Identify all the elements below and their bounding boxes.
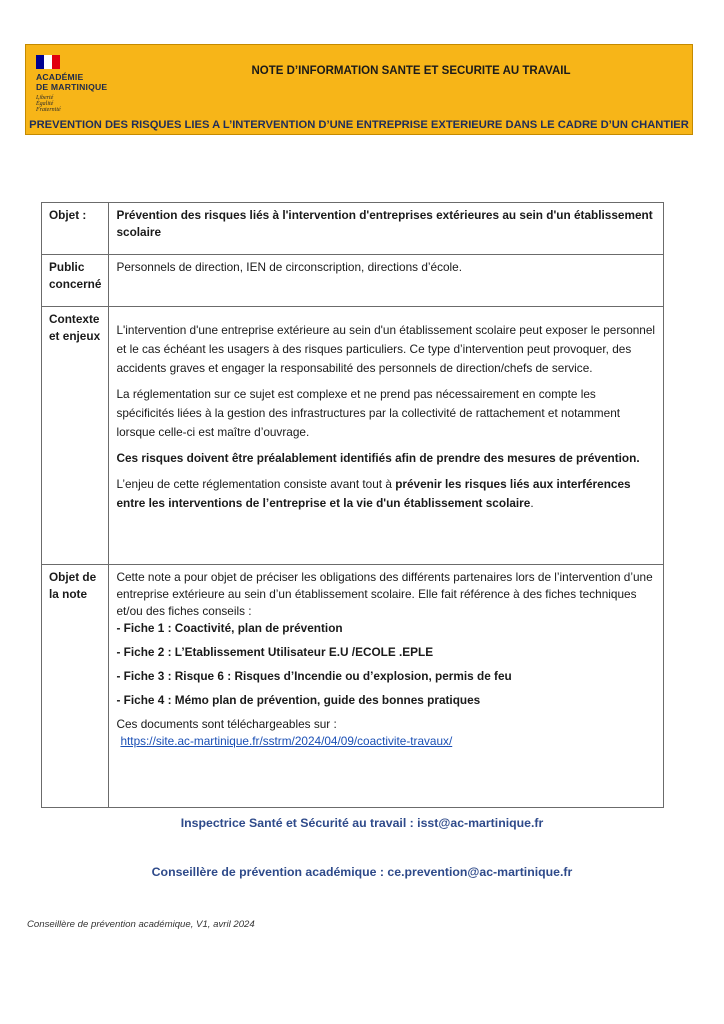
contexte-paragraph-3: Ces risques doivent être préalablement identifiés afin de prendre des mesures de prévention.: [116, 451, 640, 465]
fiche-1: - Fiche 1 : Coactivité, plan de prévention: [116, 621, 343, 635]
fiche-2: - Fiche 2 : L’Etablissement Utilisateur E.U /ECOLE .EPLE: [116, 645, 434, 659]
label-public: Public concerné: [42, 255, 109, 307]
label-contexte: Contexte et enjeux: [42, 307, 109, 565]
objet-note-intro: Cette note a pour objet de préciser les obligations des différents partenaires lors de l’intervention d’une entreprise extérieure au sein d’un établissement scolaire. Elle fait référence à des fiches techniques et/ou des fiches conseils :: [116, 570, 653, 618]
footer-inspectrice: Inspectrice Santé et Sécurité au travail : isst@ac-martinique.fr: [180, 816, 544, 830]
value-objet-note: [109, 565, 664, 808]
page-title: NOTE D’INFORMATION SANTE ET SECURITE AU TRAVAIL: [251, 65, 571, 77]
footer-conseillere: Conseillère de prévention académique : ce.prevention@ac-martinique.fr: [151, 865, 573, 879]
table-row-objet: [42, 203, 664, 255]
value-public: Personnels de direction, IEN de circonscription, directions d’école.: [109, 255, 664, 307]
academie-logo: [36, 55, 126, 127]
value-contexte: [109, 307, 664, 565]
label-objet: Objet :: [42, 203, 109, 255]
label-objet-note: Objet de la note: [42, 565, 109, 808]
table-row-public: [42, 255, 664, 307]
fiche-3: - Fiche 3 : Risque 6 : Risques d’Incendie ou d’explosion, permis de feu: [116, 669, 512, 683]
info-table: [41, 202, 664, 808]
table-row-contexte: [42, 307, 664, 565]
contexte-paragraph-4: L’enjeu de cette réglementation consiste avant tout à prévenir les risques liés aux interférences entre les interventions de l’entreprise et la vie d'un établissement scolaire.: [116, 477, 631, 510]
value-objet: Prévention des risques liés à l'intervention d'entreprises extérieures au sein d'un établissement scolaire: [109, 203, 664, 255]
page-subtitle: PREVENTION DES RISQUES LIES A L’INTERVENTION D’UNE ENTREPRISE EXTERIEURE DANS LE CADRE D’UN CHANTIER: [29, 119, 689, 131]
contexte-paragraph-1: L'intervention d'une entreprise extérieure au sein d'un établissement scolaire peut exposer le personnel et le cas échéant les usagers à des risques particuliers. Ce type d’intervention peut provoquer, des accidents graves et engager la responsabilité des personnels de direction/chefs de service.: [116, 323, 656, 375]
logo-line-2: DE MARTINIQUE: [36, 82, 108, 92]
republic-motto: Liberté Égalité Fraternité: [36, 95, 61, 113]
documents-link[interactable]: https://site.ac-martinique.fr/sstrm/2024/04/09/coactivite-travaux/: [120, 734, 453, 748]
logo-line-1: ACADÉMIE: [36, 72, 84, 82]
contexte-paragraph-2: La réglementation sur ce sujet est complexe et ne prend pas nécessairement en compte les spécificités liées à la gestion des infrastructures par la collectivité de rattachement et notamment lorsque celle-ci est maître d’ouvrage.: [116, 387, 621, 439]
marianne-flag-icon: [36, 55, 60, 69]
download-text: Ces documents sont téléchargeables sur :: [116, 717, 337, 731]
table-row-objet-note: [42, 565, 664, 808]
revision-note: Conseillère de prévention académique, V1, avril 2024: [27, 919, 255, 930]
header-banner: [25, 44, 693, 135]
fiche-4: - Fiche 4 : Mémo plan de prévention, guide des bonnes pratiques: [116, 693, 481, 707]
